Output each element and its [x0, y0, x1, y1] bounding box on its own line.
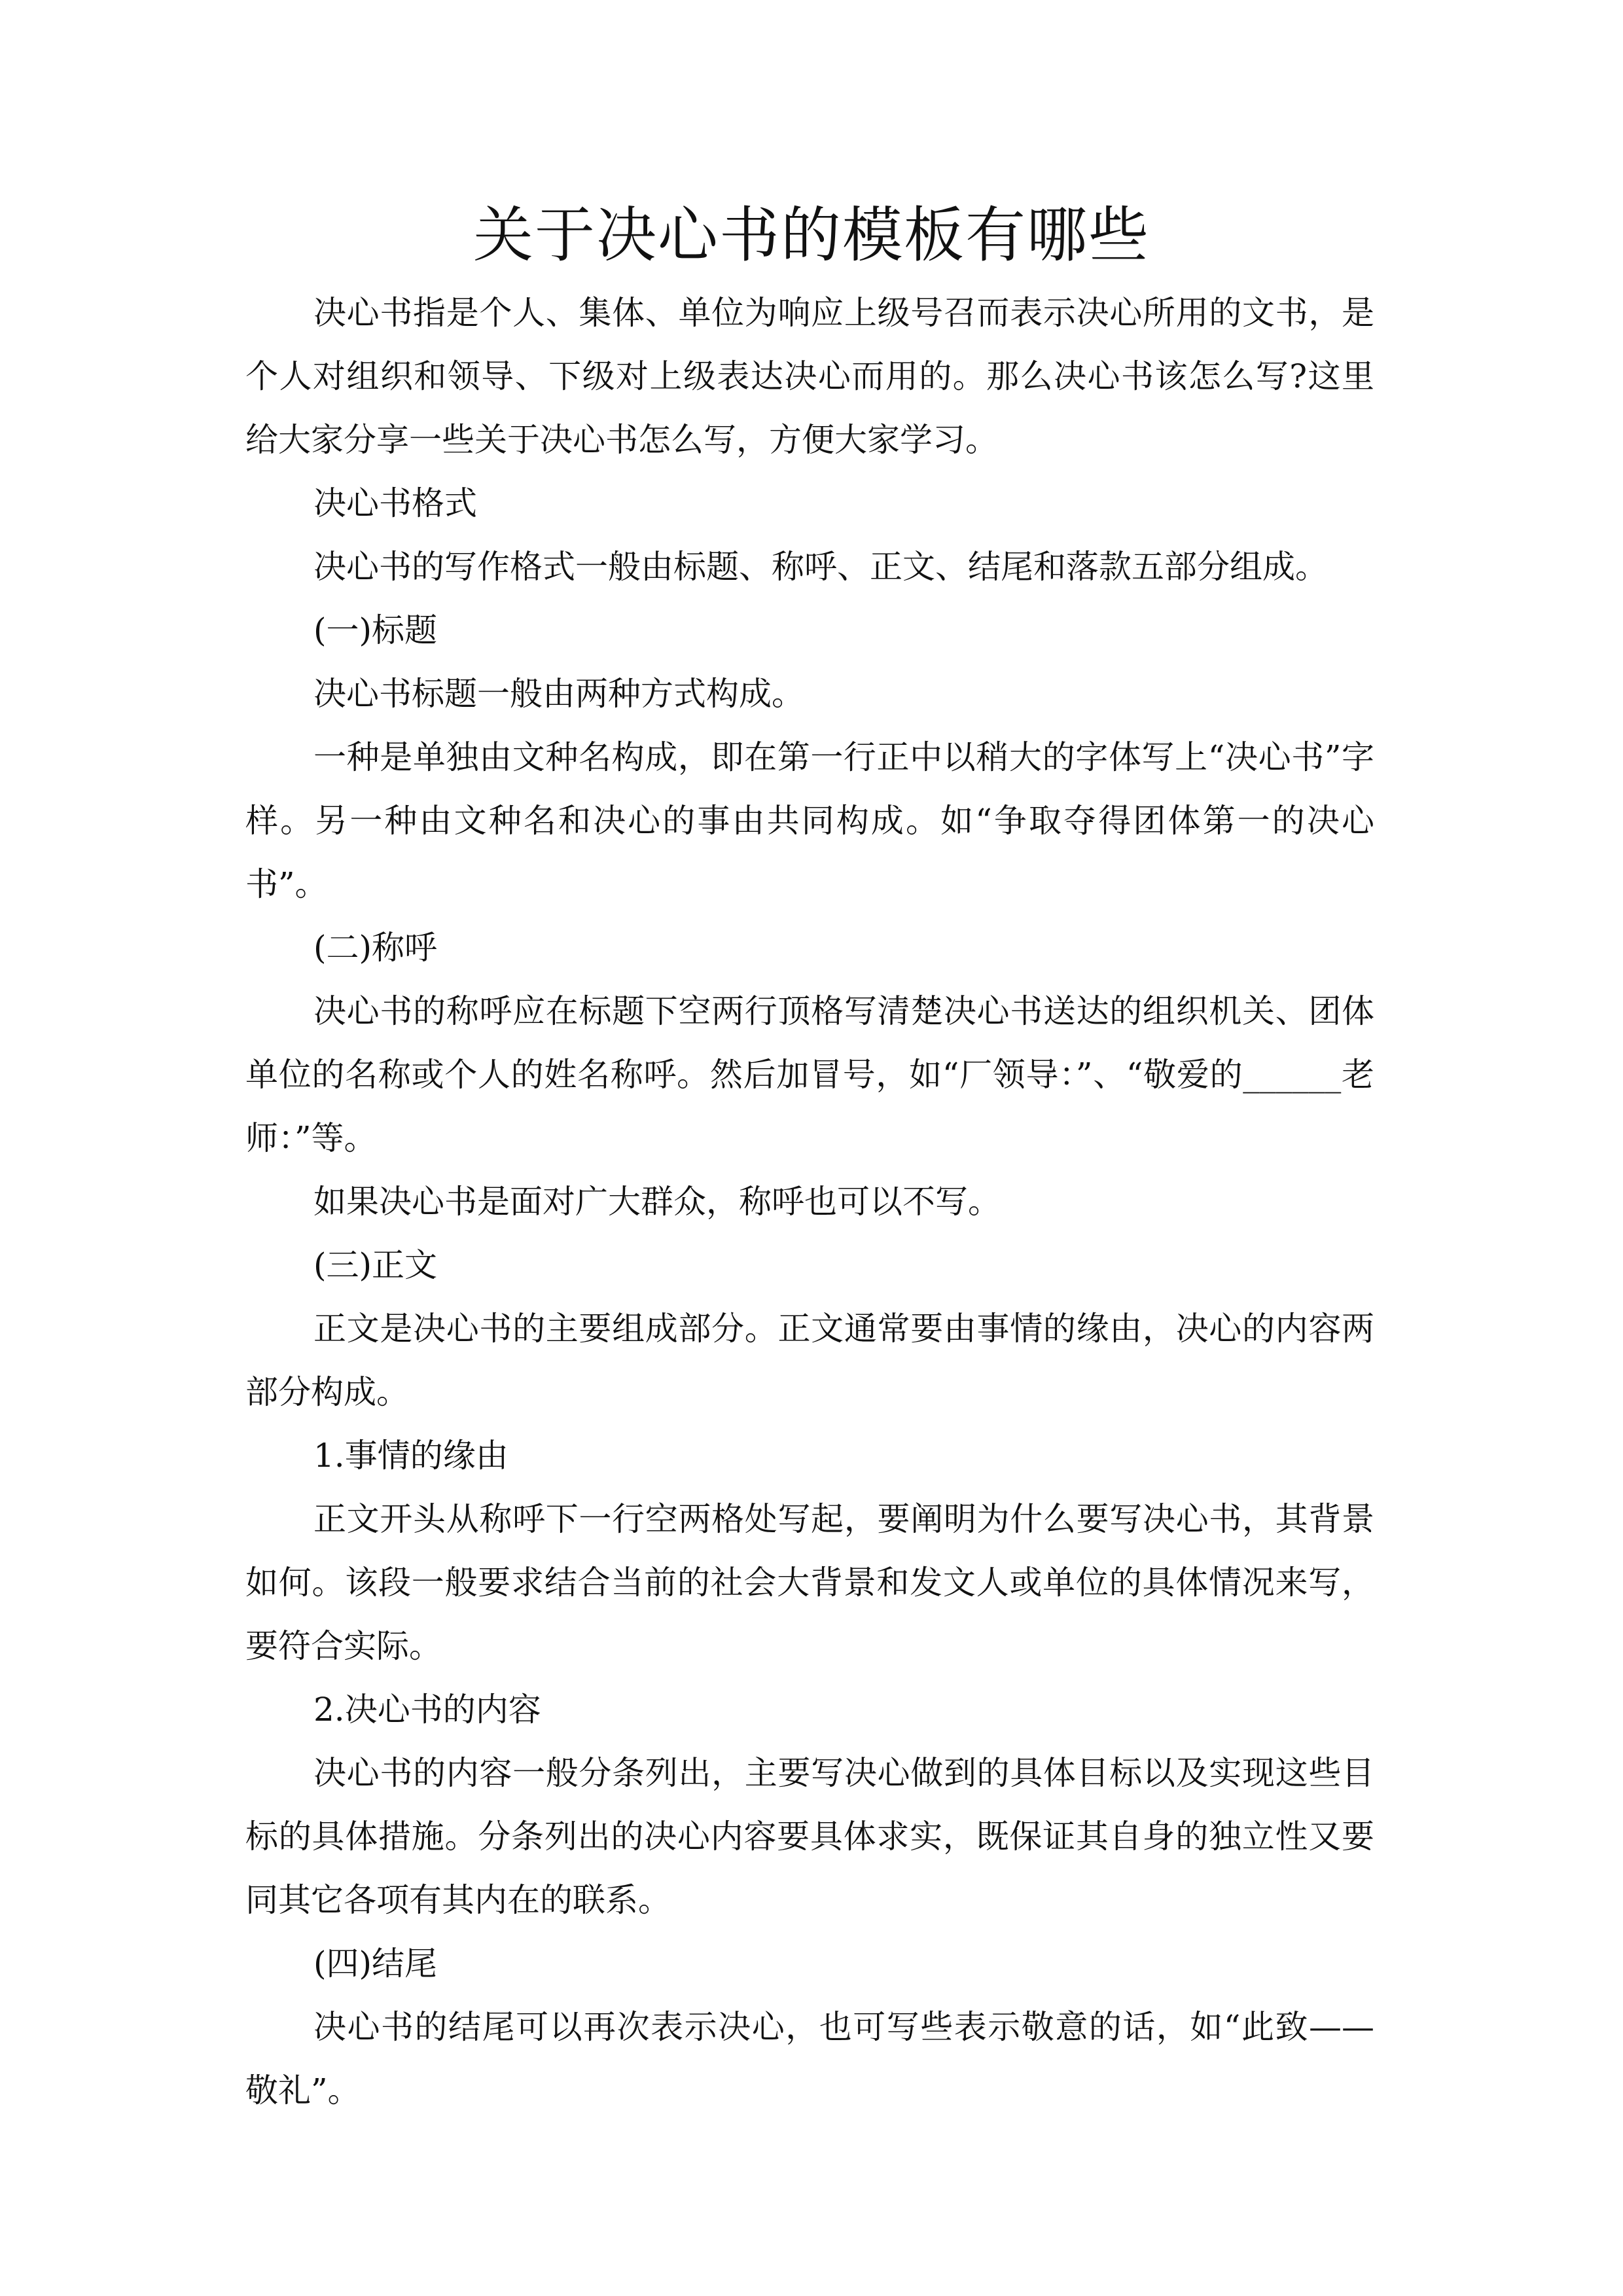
paragraph-reason: 正文开头从称呼下一行空两格处写起，要阐明为什么要写决心书，其背景如何。该段一般要求结合当前的社会大背景和发文人或单位的具体情况来写，要符合实际。	[245, 1500, 1374, 1665]
document-title: 关于决心书的模板有哪些	[473, 200, 1150, 270]
document-body	[245, 281, 1374, 2123]
paragraph-salutation-rule: 决心书的称呼应在标题下空两行顶格写清楚决心书送达的组织机关、团体单位的名称或个人的姓名称呼。然后加冒号，如“厂领导：”、“敬爱的______老师：”等。	[245, 992, 1374, 1157]
subheading-reason: 1.事情的缘由	[313, 1437, 508, 1475]
paragraph-content: 决心书的内容一般分条列出，主要写决心做到的具体目标以及实现这些目标的具体措施。分条列出的决心内容要具体求实，既保证其自身的独立性又要同其它各项有其内在的联系。	[245, 1754, 1374, 1919]
paragraph-format-parts: 决心书的写作格式一般由标题、称呼、正文、结尾和落款五部分组成。	[313, 548, 1328, 586]
paragraph-intro: 决心书指是个人、集体、单位为响应上级号召而表示决心所用的文书，是个人对组织和领导、下级对上级表达决心而用的。那么决心书该怎么写?这里给大家分享一些关于决心书怎么写，方便大家学习。	[245, 294, 1374, 459]
section-heading-salutation: (二)称呼	[313, 929, 438, 967]
paragraph-salutation-optional: 如果决心书是面对广大群众，称呼也可以不写。	[313, 1183, 1001, 1221]
section-heading-title: (一)标题	[313, 611, 438, 649]
section-heading-ending: (四)结尾	[313, 1945, 438, 1982]
paragraph-body-parts: 正文是决心书的主要组成部分。正文通常要由事情的缘由，决心的内容两部分构成。	[245, 1310, 1374, 1411]
section-heading-format: 决心书格式	[313, 484, 477, 522]
subheading-content: 2.决心书的内容	[313, 1691, 541, 1729]
section-heading-body: (三)正文	[313, 1246, 438, 1284]
paragraph-title-examples: 一种是单独由文种名构成，即在第一行正中以稍大的字体写上“决心书”字样。另一种由文种名和决心的事由共同构成。如“争取夺得团体第一的决心书”。	[245, 738, 1374, 903]
paragraph-title-ways: 决心书标题一般由两种方式构成。	[313, 675, 804, 713]
paragraph-ending: 决心书的结尾可以再次表示决心，也可写些表示敬意的话，如“此致——敬礼”。	[245, 2008, 1374, 2109]
